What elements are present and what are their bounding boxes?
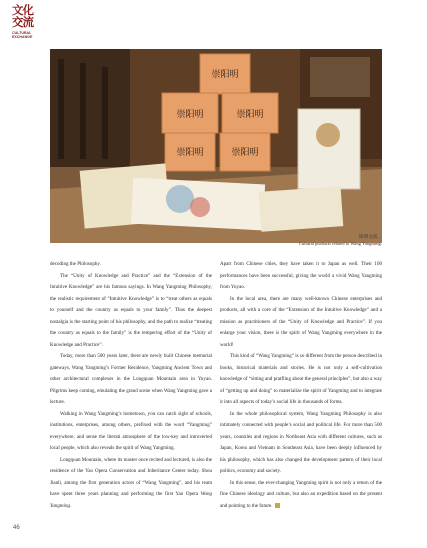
right-paragraph-3: This kind of “Wang Yangming” is so different from the person described in books, historical materials and stories. He is not only a self-cultivation knowledge of “sitting and pratfling about the general principles”, but also a way of “getting up and doing” to materialize the spirit of Yangming and to integrate it into all aspects of today’s social life in thousands of forms. [220,353,382,405]
right-paragraph-1: Apart from Chinese cities, they have taken it to Japan as well. Their 100 performances have been successful, giving the world a vivid Wang Yangming from Yuyao. [220,261,382,290]
caption-chinese: 阳明文创。 [359,234,382,239]
photo-caption [262,233,382,247]
box-label-bottom-right: 崇阳明 [231,148,259,158]
right-paragraph-2: In the local area, there are many well-known Chinese enterprises and products, all with a core of the “Extension of the Intuitive Knowledge” and a mission as practitioners of the “Unity of Knowledge and Practice”. If you enlarge your vision, there is the spirit of Wang Yangming everywhere in the world! [220,295,382,348]
right-column [220,259,382,512]
magazine-logo [12,5,40,45]
opera-title: Wang Yangming. [50,491,212,509]
box-label-bottom-left: 崇阳明 [176,148,204,158]
left-paragraph-5-text: Longquan Mountain, where its master once recited and lectured, is also the residence of the Yao Opera Conservation and Inheritance Center today. Shou Jianli, among the first generation actors of “Wang Yangming”, and his team have spent three years planning and performing the first Yao Opera [50,456,212,497]
right-paragraph-5 [220,478,382,513]
right-paragraph-4: In the whole philosophical system, Wang Yangming Philosophy is also intimately connected with people’s social and political life. For more than 500 years, countries and regions in Northeast Asia with different cultures, such as Japan, Korea and Vietnam in Southeast Asia, have been deeply influenced by his philosophy, which has also changed the development pattern of their local politics, economy and society. [220,410,382,474]
left-paragraph-1: decoding the Philosophy. [50,261,101,267]
left-paragraph-3: Today, more than 500 years later, there are newly built Chinese memorial gateways, Wang Yangming’s Former Residence, Yangming Ancient Town and other architectural complexes in the Longquan Mountain area in Yuyao. Pilgrims keep coming, emulating the grand scene when Wang Yangming gave a lecture. [50,353,212,405]
left-column [50,259,212,512]
left-paragraph-5 [50,455,212,513]
logo-chinese-text: 文化 交流 [12,5,33,29]
article-end-icon [275,503,280,508]
right-paragraph-5-text: In this sense, the ever-changing Yangming spirit is not only a return of the fine Chinese ideology and culture, but also an expedition based on the present and pointing to the future. [220,479,382,509]
photo-illustration [50,49,382,243]
logo-english-text: CULTURAL EXCHANGE [12,31,33,39]
box-label-top: 崇阳明 [211,70,239,80]
page-number: 46 [13,525,20,531]
box-label-mid-left: 崇阳明 [176,110,204,120]
left-paragraph-2: The “Unity of Knowledge and Practice” and the “Extension of the Intuitive Knowledge” are his famous sayings. In Wang Yangming Philosophy, the realistic requirement of “Intuitive Knowledge” is to “treat others as equals to yourself and the country as equals to your family”. Thus the deepest nostalgia is the starting point of his philosophy, and the path to realize “treating the country as equals to the family” is the tempering effort of the “Unity of Knowledge and Practice”. [50,272,212,348]
box-label-mid-right: 崇阳明 [236,110,264,120]
left-paragraph-4: Walking in Wang Yangming’s hometown, you can catch sight of schools, institutions, enterprises, among others, prefixed with the word “Yangming” everywhere, and sense the literati atmosphere of the low-key and introverted local people, which also reveals the spirit of Wang Yangming. [50,410,212,451]
caption-english: Cultural products related to Wang Yangming. [298,241,382,246]
cultural-products-photo [50,49,382,243]
